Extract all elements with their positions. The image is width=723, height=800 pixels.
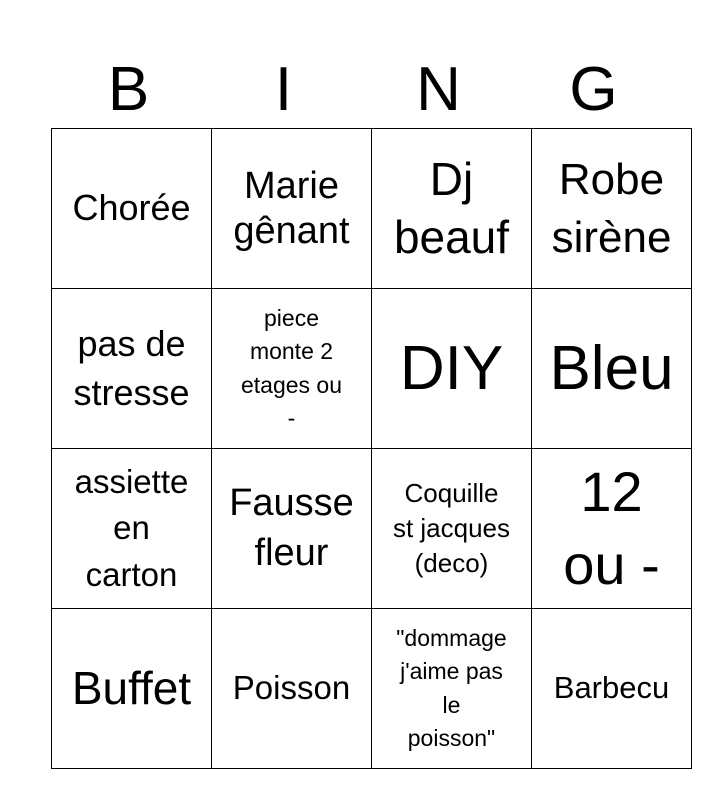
bingo-cell[interactable] — [372, 289, 532, 449]
bingo-cell[interactable] — [52, 609, 212, 769]
cell-text: Poisson — [232, 669, 351, 707]
header-letter-b: B — [107, 55, 150, 124]
header-letter-g: G — [569, 55, 618, 124]
cell-text: Bleu — [549, 333, 674, 403]
cell-text: "dommage j'aime pas le poisson" — [396, 624, 507, 751]
cell-text: Buffet — [71, 662, 192, 715]
grid-row — [52, 449, 692, 609]
cell-text: DIY — [399, 333, 504, 403]
bingo-grid — [51, 128, 692, 769]
cell-text: Fausse fleur — [229, 482, 354, 574]
bingo-cell[interactable] — [532, 129, 692, 289]
grid-row — [52, 289, 692, 449]
cell-text: pas de stresse — [73, 322, 190, 413]
grid-row — [52, 609, 692, 769]
bingo-cell[interactable] — [212, 449, 372, 609]
bingo-header — [51, 55, 671, 125]
cell-text: assiette en carton — [74, 463, 189, 593]
header-letter-i: I — [274, 55, 293, 124]
bingo-cell[interactable] — [372, 609, 532, 769]
cell-text: Dj beauf — [393, 153, 510, 263]
bingo-cell[interactable] — [212, 129, 372, 289]
bingo-cell[interactable] — [372, 129, 532, 289]
cell-text: Robe sirène — [551, 155, 672, 262]
grid-row — [52, 129, 692, 289]
bingo-cell[interactable] — [532, 449, 692, 609]
cell-text: piece monte 2 etages ou - — [240, 304, 343, 431]
cell-text: Chorée — [72, 187, 191, 229]
bingo-cell[interactable] — [52, 129, 212, 289]
header-letter-n: N — [416, 55, 461, 124]
bingo-cell[interactable] — [532, 609, 692, 769]
bingo-cell[interactable] — [212, 609, 372, 769]
bingo-cell[interactable] — [372, 449, 532, 609]
bingo-cell[interactable] — [212, 289, 372, 449]
bingo-cell[interactable] — [52, 289, 212, 449]
bingo-cell[interactable] — [532, 289, 692, 449]
cell-text: Coquille st jacques (deco) — [392, 477, 511, 579]
cell-text: Marie gênant — [233, 164, 350, 252]
cell-text: 12 ou - — [563, 459, 660, 596]
cell-text: Barbecu — [553, 670, 670, 706]
bingo-cell[interactable] — [52, 449, 212, 609]
